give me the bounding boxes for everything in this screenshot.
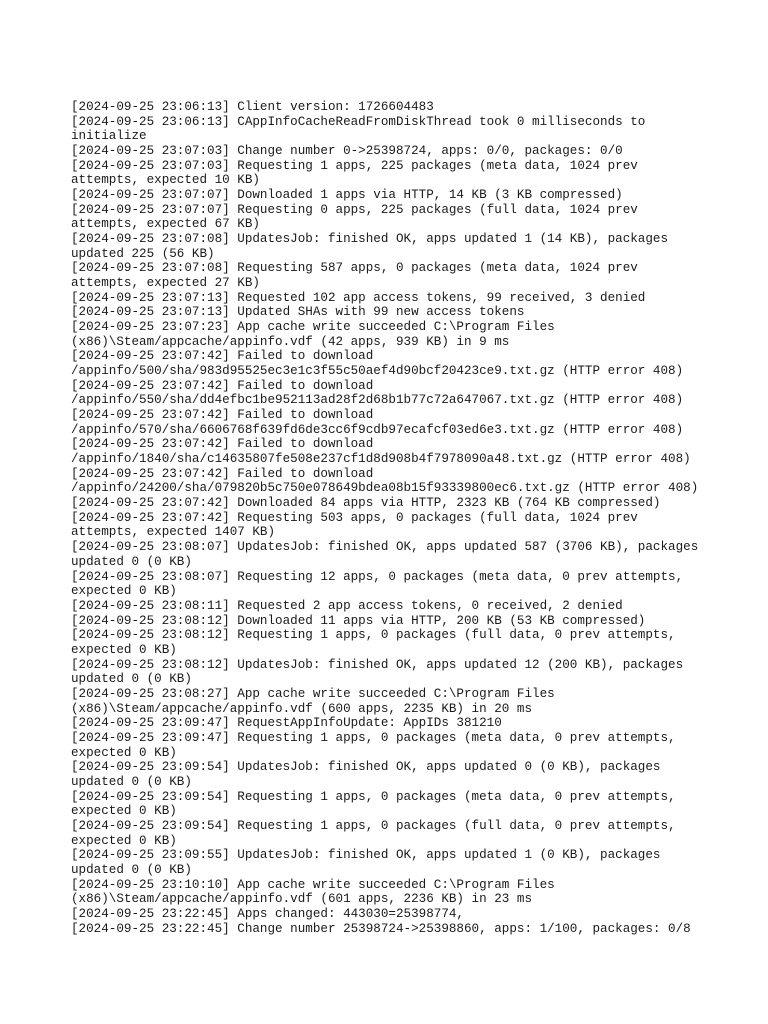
log-line: [2024-09-25 23:07:42] Requesting 503 apps, 0 packages (full data, 1024 prev [71,510,638,525]
log-line: expected 0 KB) [71,745,177,760]
log-line: expected 0 KB) [71,642,177,657]
log-line: expected 0 KB) [71,833,177,848]
log-line: /appinfo/1840/sha/c14635807fe508e237cf1d8d908b4f7978090a48.txt.gz (HTTP error 408) [71,452,691,467]
log-line: updated 0 (0 KB) [71,774,192,789]
log-line: updated 0 (0 KB) [71,862,192,877]
log-line: [2024-09-25 23:07:42] Failed to download [71,466,374,481]
log-line: (x86)\Steam/appcache/appinfo.vdf (600 apps, 2235 KB) in 20 ms [71,701,533,716]
log-line: [2024-09-25 23:08:12] Requesting 1 apps, 0 packages (full data, 0 prev attempts, [71,628,676,643]
log-line: [2024-09-25 23:09:47] Requesting 1 apps, 0 packages (meta data, 0 prev attempts, [71,730,676,745]
log-line: updated 225 (56 KB) [71,246,215,261]
log-line: [2024-09-25 23:09:54] Requesting 1 apps, 0 packages (meta data, 0 prev attempts, [71,789,676,804]
log-line: [2024-09-25 23:09:54] Requesting 1 apps, 0 packages (full data, 0 prev attempts, [71,818,676,833]
log-line: initialize [71,129,147,144]
log-line: updated 0 (0 KB) [71,672,192,687]
log-line: [2024-09-25 23:07:08] Requesting 587 apps, 0 packages (meta data, 1024 prev [71,261,638,276]
log-line: [2024-09-25 23:06:13] CAppInfoCacheReadFromDiskThread took 0 milliseconds to [71,114,646,129]
log-line: [2024-09-25 23:07:03] Change number 0->25398724, apps: 0/0, packages: 0/0 [71,144,623,159]
log-line: [2024-09-25 23:07:13] Requested 102 app access tokens, 99 received, 3 denied [71,290,646,305]
log-line: attempts, expected 1407 KB) [71,525,276,540]
log-line: [2024-09-25 23:07:42] Failed to download [71,378,374,393]
log-line: [2024-09-25 23:07:42] Failed to download [71,408,374,423]
log-line: (x86)\Steam/appcache/appinfo.vdf (601 apps, 2236 KB) in 23 ms [71,892,533,907]
log-line: expected 0 KB) [71,804,177,819]
log-line: [2024-09-25 23:07:13] Updated SHAs with 99 new access tokens [71,305,525,320]
log-line: [2024-09-25 23:08:12] UpdatesJob: finished OK, apps updated 12 (200 KB), packages [71,657,684,672]
log-line: [2024-09-25 23:06:13] Client version: 1726604483 [71,100,434,114]
log-line: attempts, expected 10 KB) [71,173,260,188]
log-line: /appinfo/24200/sha/079820b5c750e078649bdea08b15f93339800ec6.txt.gz (HTTP error 408) [71,481,699,496]
log-line: [2024-09-25 23:07:07] Requesting 0 apps, 225 packages (full data, 1024 prev [71,202,638,217]
log-text-block [71,100,761,936]
log-line: attempts, expected 67 KB) [71,217,260,232]
log-line: [2024-09-25 23:07:07] Downloaded 1 apps via HTTP, 14 KB (3 KB compressed) [71,188,623,203]
log-line: [2024-09-25 23:08:07] Requesting 12 apps, 0 packages (meta data, 0 prev attempts, [71,569,684,584]
log-line: [2024-09-25 23:07:08] UpdatesJob: finished OK, apps updated 1 (14 KB), packages [71,232,669,247]
log-line: [2024-09-25 23:07:42] Downloaded 84 apps via HTTP, 2323 KB (764 KB compressed) [71,496,661,511]
log-line: [2024-09-25 23:08:11] Requested 2 app access tokens, 0 received, 2 denied [71,598,623,613]
log-line: [2024-09-25 23:09:54] UpdatesJob: finished OK, apps updated 0 (0 KB), packages [71,760,661,775]
log-line: /appinfo/570/sha/6606768f639fd6de3cc6f9cdb97ecafcf03ed6e3.txt.gz (HTTP error 408) [71,422,684,437]
log-line: [2024-09-25 23:07:23] App cache write succeeded C:\Program Files [71,320,555,335]
log-line: [2024-09-25 23:09:55] UpdatesJob: finished OK, apps updated 1 (0 KB), packages [71,848,661,863]
log-line: (x86)\Steam/appcache/appinfo.vdf (42 apps, 939 KB) in 9 ms [71,334,510,349]
log-line: [2024-09-25 23:08:27] App cache write succeeded C:\Program Files [71,686,555,701]
log-line: attempts, expected 27 KB) [71,276,260,291]
log-line: [2024-09-25 23:22:45] Apps changed: 443030=25398774, [71,906,464,921]
log-line: [2024-09-25 23:10:10] App cache write succeeded C:\Program Files [71,877,555,892]
log-line: expected 0 KB) [71,584,177,599]
log-line: updated 0 (0 KB) [71,554,192,569]
log-line: [2024-09-25 23:07:03] Requesting 1 apps, 225 packages (meta data, 1024 prev [71,158,638,173]
log-line: /appinfo/500/sha/983d95525ec3e1c3f55c50aef4d90bcf20423ce9.txt.gz (HTTP error 408) [71,364,684,379]
log-line: [2024-09-25 23:07:42] Failed to download [71,437,374,452]
log-line: [2024-09-25 23:08:07] UpdatesJob: finished OK, apps updated 587 (3706 KB), packages [71,540,699,555]
log-line: [2024-09-25 23:08:12] Downloaded 11 apps via HTTP, 200 KB (53 KB compressed) [71,613,646,628]
log-line: [2024-09-25 23:07:42] Failed to download [71,349,374,364]
log-line: [2024-09-25 23:09:47] RequestAppInfoUpdate: AppIDs 381210 [71,716,502,731]
log-line: /appinfo/550/sha/dd4efbc1be952113ad28f2d68b1b77c72a647067.txt.gz (HTTP error 408) [71,393,684,408]
log-line: [2024-09-25 23:22:45] Change number 25398724->25398860, apps: 1/100, packages: 0/8 [71,921,691,936]
